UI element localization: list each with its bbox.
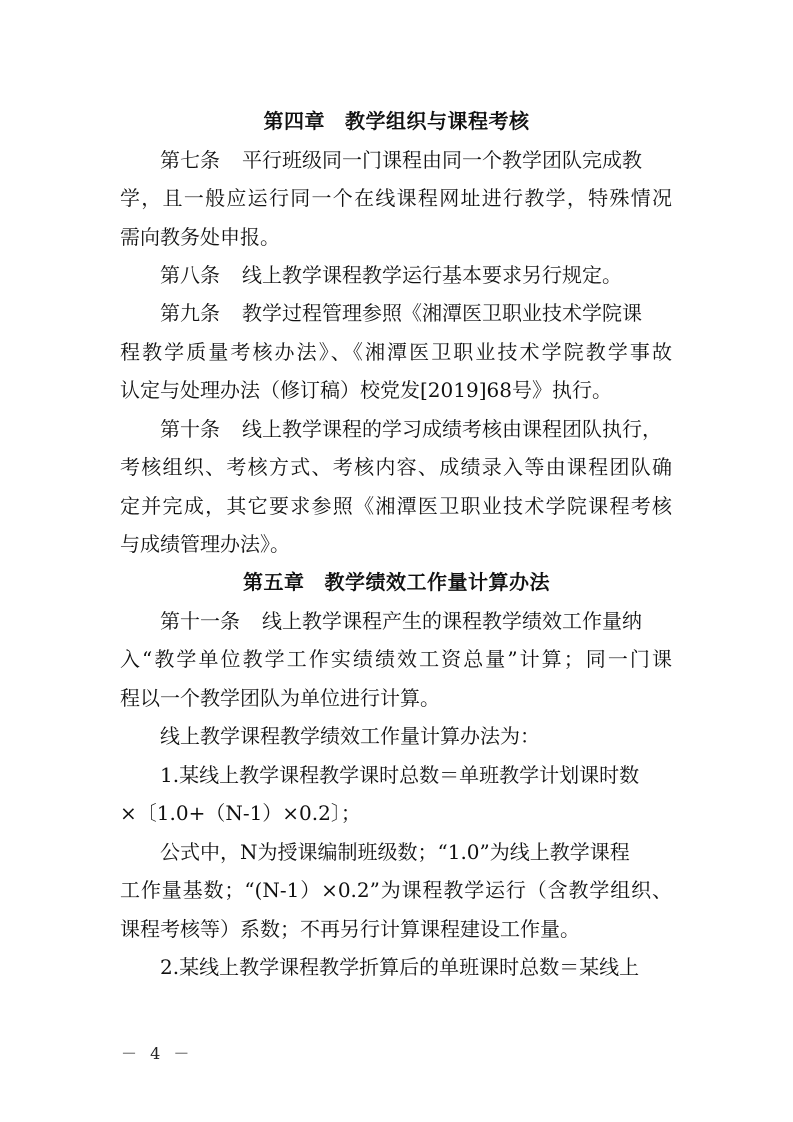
article-7-line-2: 学，且一般应运行同一个在线课程网址进行教学，特殊情况: [120, 186, 672, 210]
chapter-5-number: 第五章: [243, 570, 305, 594]
method-line: 线上教学课程教学绩效工作量计算办法为：: [160, 724, 540, 748]
article-7-line-3: 需向教务处申报。: [120, 225, 280, 249]
chapter-5-title: 教学绩效工作量计算办法: [324, 570, 550, 594]
article-8-label: 第八条: [160, 263, 220, 287]
article-9-line-1: 第九条 教学过程管理参照《湘潭医卫职业技术学院课: [160, 301, 642, 325]
article-11-line-3: 程以一个教学团队为单位进行计算。: [120, 686, 440, 710]
article-10-label: 第十条: [160, 417, 220, 441]
article-11-line-2: 入“教学单位教学工作实绩绩效工资总量”计算；同一门课: [120, 647, 672, 671]
article-11-label: 第十一条: [160, 609, 240, 633]
page-number: － 4 －: [121, 1044, 194, 1063]
article-11-line-1: 第十一条 线上教学课程产生的课程教学绩效工作量纳: [160, 609, 642, 633]
article-10-line-2: 考核组织、考核方式、考核内容、成绩录入等由课程团队确: [120, 455, 672, 479]
article-10-line-3: 定并完成，其它要求参照《湘潭医卫职业技术学院课程考核: [120, 494, 672, 518]
article-10-line-1: 第十条 线上教学课程的学习成绩考核由课程团队执行，: [160, 417, 662, 441]
article-9-line-3: 认定与处理办法（修订稿）校党发[2019]68号》执行。: [120, 378, 612, 402]
item-2-line-1: 2.某线上教学课程教学折算后的单班课时总数＝某线上: [160, 955, 640, 979]
formula-line-2: 工作量基数；“(N-1）×0.2”为课程教学运行（含教学组织、: [120, 878, 672, 902]
formula-line-1: 公式中，N为授课编制班级数；“1.0”为线上教学课程: [160, 840, 630, 864]
chapter-4-heading: [0, 107, 793, 135]
formula-line-3: 课程考核等）系数；不再另行计算课程建设工作量。: [120, 917, 580, 941]
article-7-label: 第七条: [160, 148, 220, 172]
article-7-line-1: 第七条 平行班级同一门课程由同一个教学团队完成教: [160, 148, 642, 172]
item-1-line-1: 1.某线上教学课程教学课时总数＝单班教学计划课时数: [160, 763, 640, 787]
chapter-5-heading: [0, 568, 793, 596]
article-9-line-2: 程教学质量考核办法》、《湘潭医卫职业技术学院教学事故: [120, 340, 672, 364]
article-10-line-4: 与成绩管理办法》。: [120, 532, 290, 556]
chapter-4-number: 第四章: [263, 109, 325, 133]
chapter-4-title: 教学组织与课程考核: [345, 109, 530, 133]
article-9-label: 第九条: [160, 301, 220, 325]
item-1-line-2: ×〔1.0+（N-1）×0.2〕；: [120, 801, 361, 825]
article-8-line-1: 第八条 线上教学课程教学运行基本要求另行规定。: [160, 263, 622, 287]
